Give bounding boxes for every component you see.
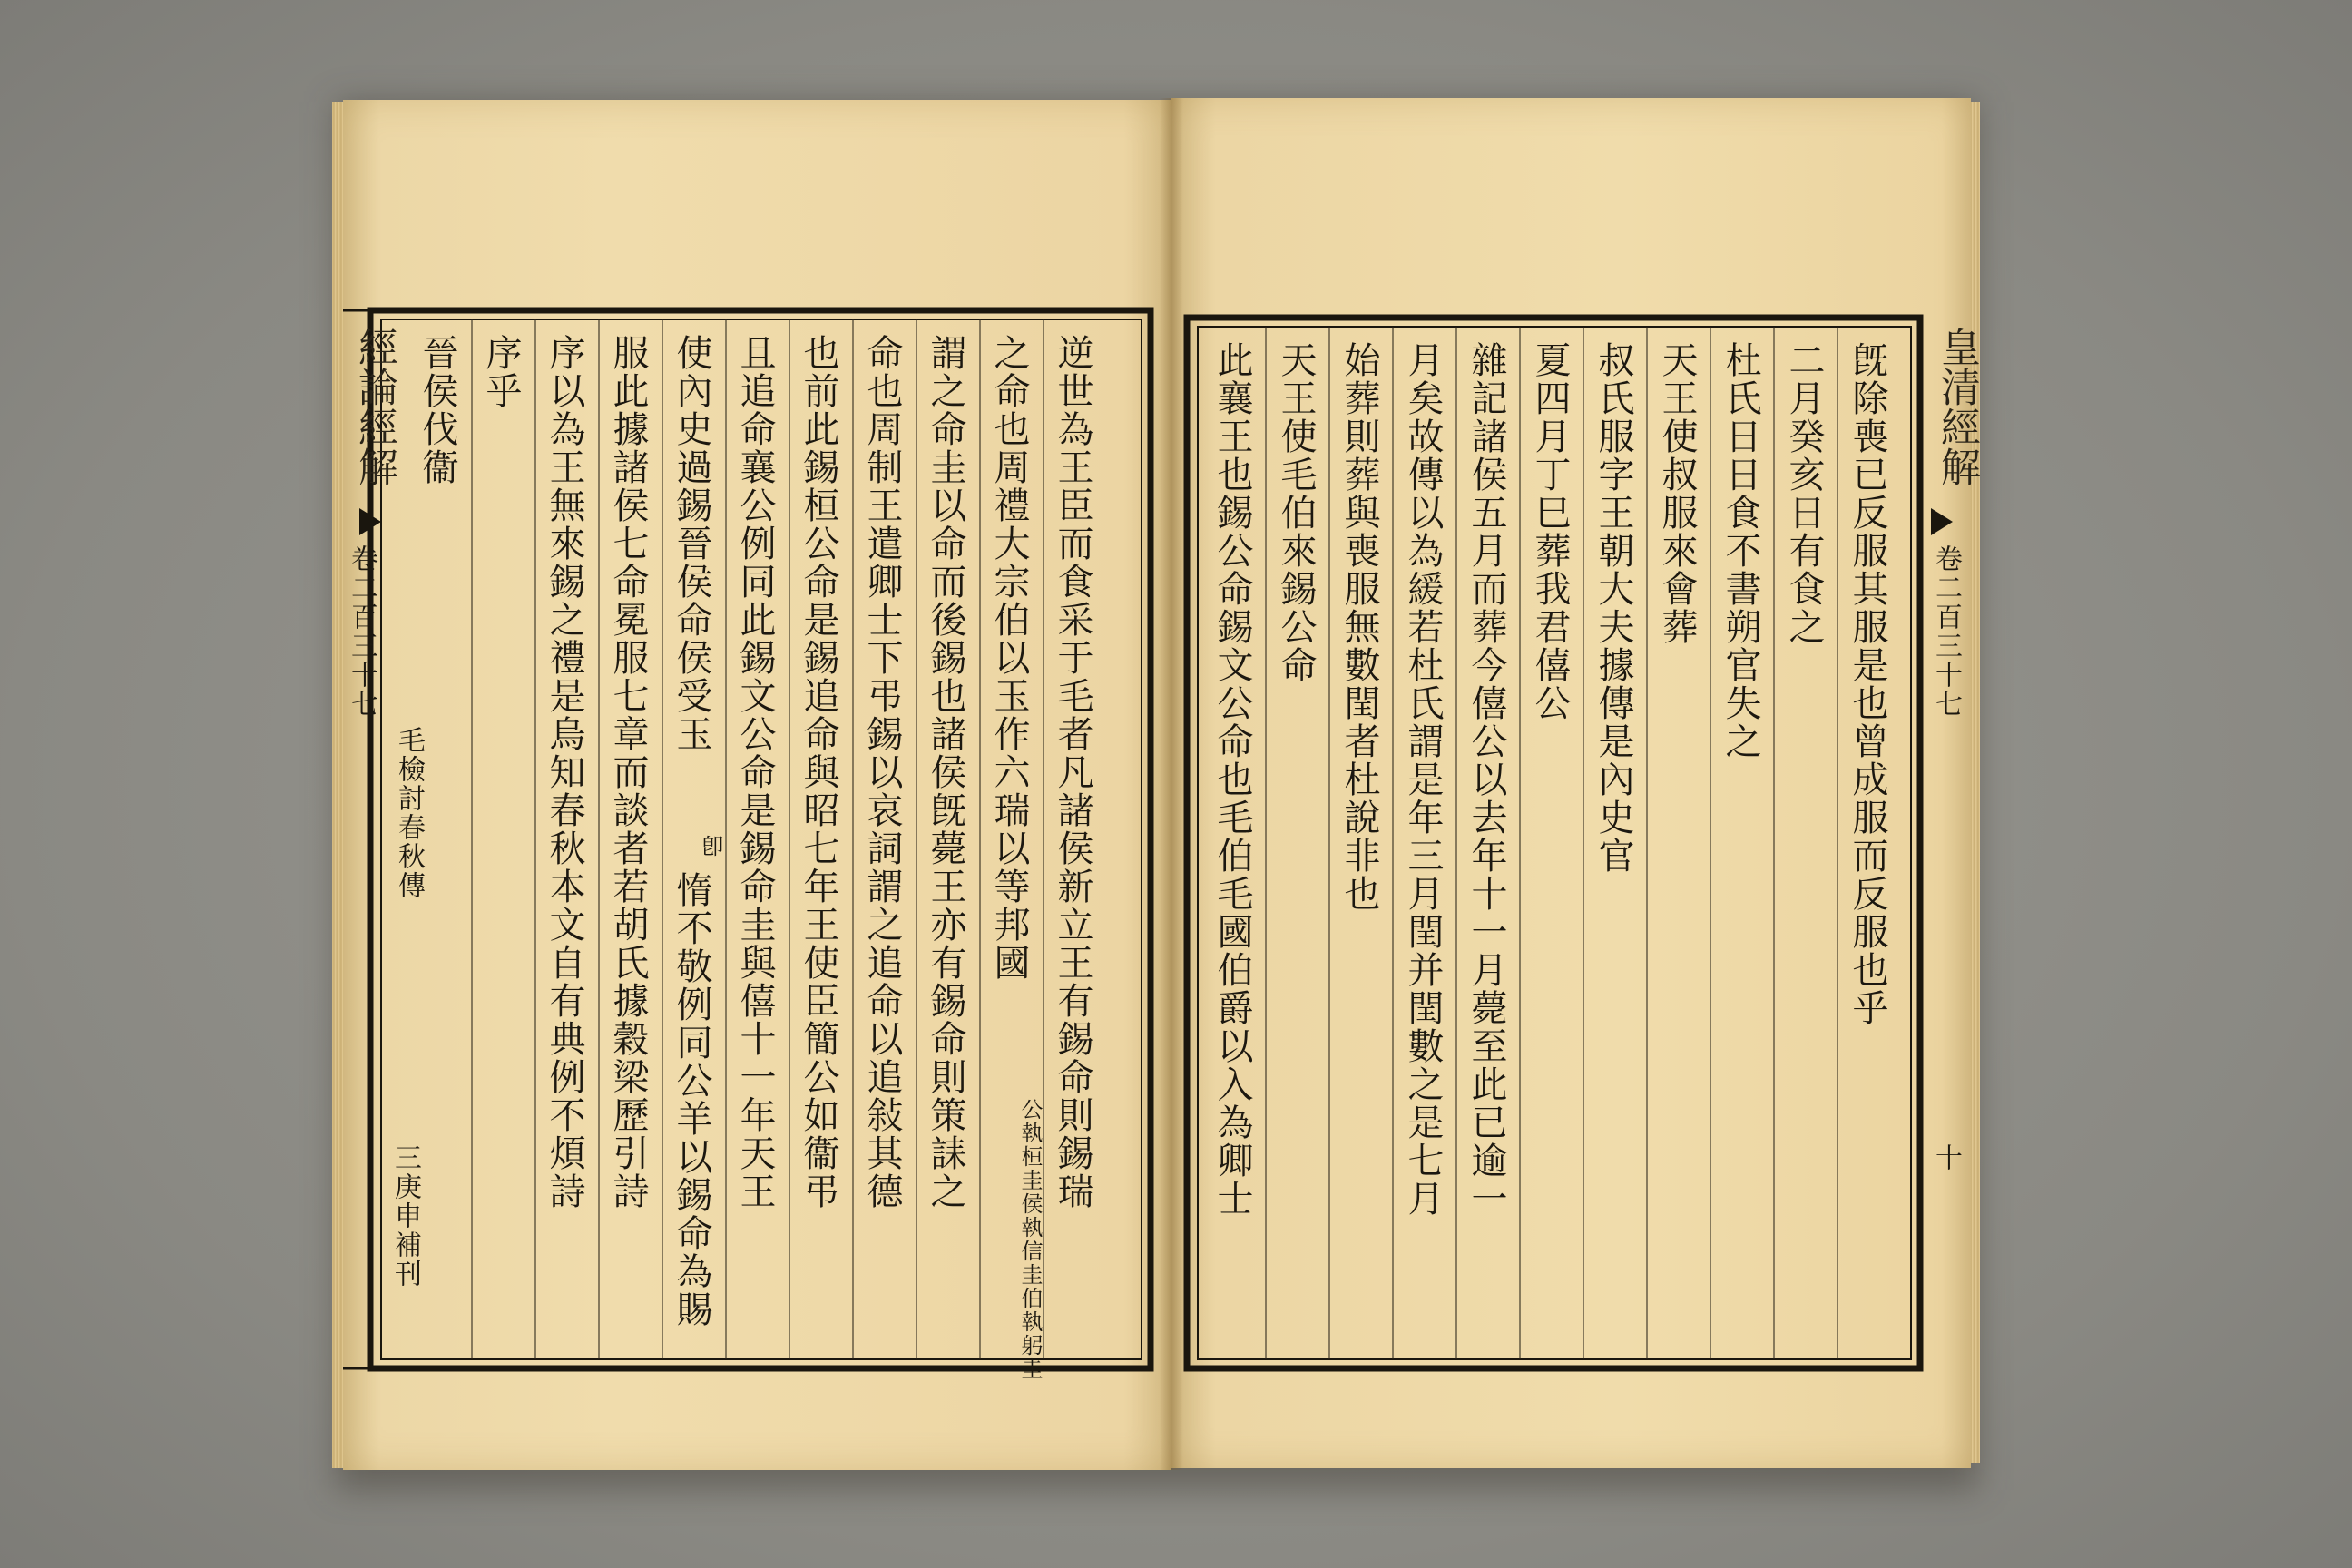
left-margin-title: 經論經解 xyxy=(351,327,397,486)
right-column-8: 月矣故傳以為緩若杜氏謂是年三月閏并閏數之是七月 xyxy=(1402,341,1444,1218)
left-inline-note-7-label: 卽 xyxy=(698,835,723,858)
left-column-10: 序乎 xyxy=(480,334,522,410)
left-column-9: 序以為王無來錫之禮是烏知春秋本文自有典例不煩詩 xyxy=(544,334,585,1210)
right-column-3: 杜氏日日食不書朔官失之 xyxy=(1720,341,1761,760)
left-margin-foot: 三庚申補刊 xyxy=(389,1143,421,1289)
left-column-11: 晉侯伐衞 xyxy=(416,334,458,486)
right-column-6: 夏四月丁巳葬我君僖公 xyxy=(1529,341,1571,722)
right-column-5: 叔氏服字王朝大夫據傳是內史官 xyxy=(1592,341,1634,875)
right-margin-juan: 卷二百三十七 xyxy=(1930,544,1962,719)
left-column-7b: 惰不敬例同公羊以錫命為賜 xyxy=(671,871,712,1328)
right-margin-title: 皇清經解 xyxy=(1934,327,1980,486)
left-column-4: 命也周制王遣卿士下弔錫以哀詞謂之追命以追敍其德 xyxy=(861,334,903,1210)
left-column-6: 且追命襄公例同此錫文公命是錫命圭與僖十一年天王 xyxy=(734,334,776,1210)
left-margin-juan: 卷二百三十七 xyxy=(346,544,377,719)
right-column-10: 天王使毛伯來錫公命 xyxy=(1275,341,1317,684)
left-column-2: 之命也周禮大宗伯以玉作六瑞以等邦國 xyxy=(988,334,1030,982)
right-column-11: 此襄王也錫公命錫文公命也毛伯毛國伯爵以入為卿士 xyxy=(1211,341,1253,1218)
left-column-7: 使內史過錫晉侯命侯受玉 xyxy=(671,334,712,753)
right-column-9: 始葬則葬與喪服無數閏者杜說非也 xyxy=(1338,341,1380,913)
right-column-2: 二月癸亥日有食之 xyxy=(1783,341,1825,646)
left-column-8: 服此據諸侯七命冕服七章而談者若胡氏據穀梁歷引詩 xyxy=(607,334,649,1210)
left-column-3: 謂之命圭以命而後錫也諸侯旣薨王亦有錫命則策誄之 xyxy=(925,334,966,1210)
left-column-5: 也前此錫桓公命是錫追命與昭七年王使臣簡公如衞弔 xyxy=(798,334,839,1210)
right-column-1: 旣除喪已反服其服是也曾成服而反服也乎 xyxy=(1847,341,1888,1027)
right-margin-page: 十 xyxy=(1930,1143,1962,1172)
left-margin-author: 毛檢討春秋傳 xyxy=(393,726,425,900)
right-column-4: 天王使叔服來會葬 xyxy=(1656,341,1698,646)
book-gutter xyxy=(1160,98,1183,1470)
right-column-7: 雜記諸侯五月而葬今僖公以去年十一月薨至此已逾一 xyxy=(1465,341,1507,1218)
left-column-1: 逆世為王臣而食采于毛者凡諸侯新立王有錫命則錫瑞 xyxy=(1052,334,1093,1210)
left-inline-note-2: 公執桓圭侯執信圭伯執躬圭 xyxy=(1017,1098,1043,1381)
